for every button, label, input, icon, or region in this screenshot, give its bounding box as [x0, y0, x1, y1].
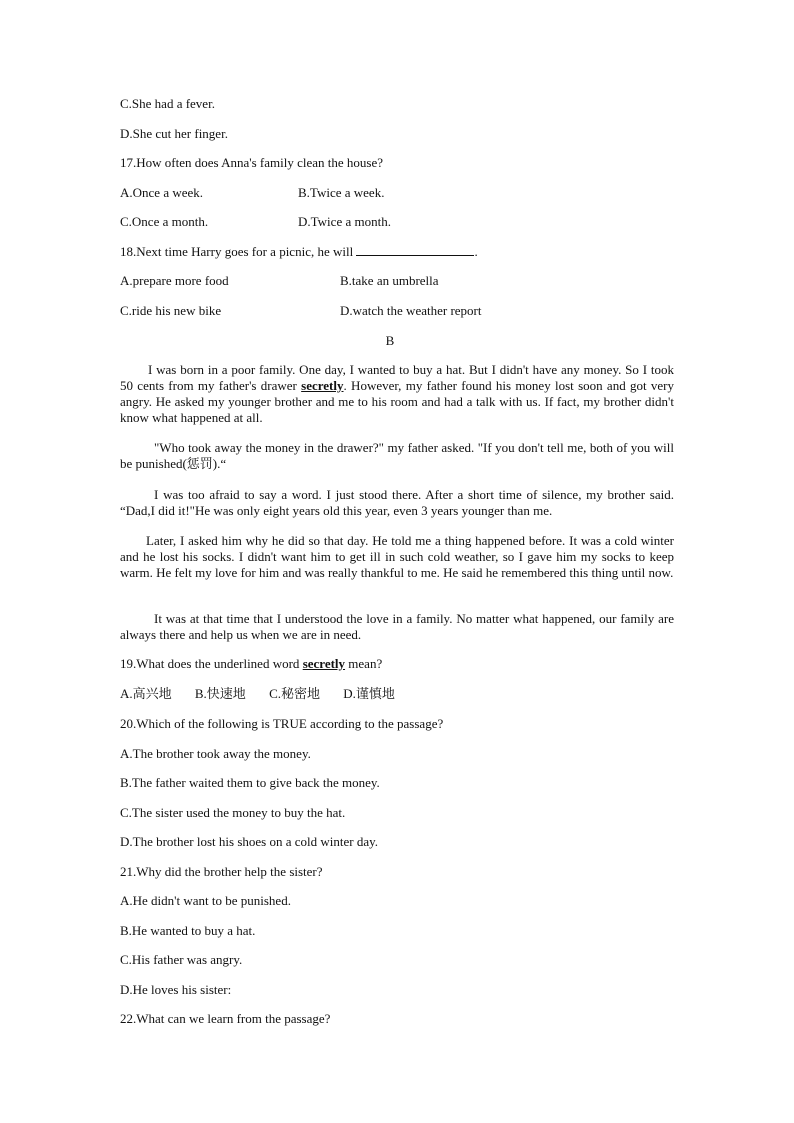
- q22-stem: 22.What can we learn from the passage?: [120, 1011, 331, 1026]
- passage-paragraph-2: "Who took away the money in the drawer?" my father asked. "If you don't tell me, both of you will be punished(惩罚).“: [120, 440, 674, 471]
- answer-blank: [356, 244, 474, 256]
- q21-option-d: D.He loves his sister:: [120, 982, 232, 997]
- q21-stem: 21.Why did the brother help the sister?: [120, 864, 323, 879]
- q19-keyword: secretly: [302, 656, 346, 671]
- q18-option-a: A.prepare more food: [120, 273, 229, 288]
- q19-stem-end: mean?: [345, 656, 383, 671]
- passage-paragraph-3: I was too afraid to say a word. I just stood there. After a short time of silence, my brother said. “Dad,I did it!"He was only eight years old this year, even 3 years younger than me.: [120, 487, 674, 518]
- q21-option-c: C.His father was angry.: [120, 952, 243, 967]
- q19-option-b: B.快速地: [194, 686, 246, 701]
- q16-option-d: D.She cut her finger.: [120, 126, 228, 141]
- q20-option-b: B.The father waited them to give back the money.: [120, 775, 380, 790]
- q18-stem-end: .: [474, 244, 478, 259]
- q18-stem-text: 18.Next time Harry goes for a picnic, he will: [120, 244, 354, 259]
- q20-option-c: C.The sister used the money to buy the hat.: [120, 805, 346, 820]
- q18-option-d: D.watch the weather report: [340, 303, 482, 318]
- q18-stem: [120, 244, 478, 260]
- q17-option-b: B.Twice a week.: [298, 185, 385, 200]
- q19-options: [120, 686, 415, 702]
- q17-option-d: D.Twice a month.: [298, 214, 391, 229]
- q20-option-d: D.The brother lost his shoes on a cold winter day.: [120, 834, 379, 849]
- section-label: B: [385, 333, 395, 348]
- q19-option-c: C.秘密地: [269, 686, 320, 701]
- q18-option-b: B.take an umbrella: [340, 273, 439, 288]
- q19-option-d: D.谨慎地: [343, 686, 395, 701]
- q17-option-c: C.Once a month.: [120, 214, 209, 229]
- p1-text-after: . However, my father found his money lost soon and got very angry. He asked my younger brother and me to his room and had a talk with us. If fact, my brother didn't know what happened at all.: [120, 378, 674, 425]
- q20-option-a: A.The brother took away the money.: [120, 746, 311, 761]
- q21-option-b: B.He wanted to buy a hat.: [120, 923, 256, 938]
- q18-option-c: C.ride his new bike: [120, 303, 222, 318]
- q17-option-a: A.Once a week.: [120, 185, 204, 200]
- passage-paragraph-5: It was at that time that I understood the love in a family. No matter what happened, our family are always there and help us when we are in need.: [120, 611, 674, 642]
- q21-option-a: A.He didn't want to be punished.: [120, 893, 291, 908]
- passage-paragraph-4: Later, I asked him why he did so that day. He told me a thing happened before. It was a cold winter and he lost his socks. I didn't want him to get ill in such cold weather, so I gave him my socks to keep warm. He felt my love for him and was really thankful to me. He said he remembered this thing until now.: [120, 533, 674, 580]
- p1-text-before: I was born in a poor family. One day, I wanted to buy a hat. But I didn't have any money. So I took 50 cents from my father's drawer: [120, 362, 674, 393]
- q16-option-c: C.She had a fever.: [120, 96, 215, 111]
- underlined-word: secretly: [301, 378, 344, 393]
- q19-option-a: A.高兴地: [120, 686, 172, 701]
- q19-stem: [120, 656, 382, 672]
- passage-paragraph-1: [120, 362, 674, 426]
- q17-stem: 17.How often does Anna's family clean the house?: [120, 155, 383, 170]
- q20-stem: 20.Which of the following is TRUE according to the passage?: [120, 716, 444, 731]
- q19-stem-text: 19.What does the underlined word: [120, 656, 303, 671]
